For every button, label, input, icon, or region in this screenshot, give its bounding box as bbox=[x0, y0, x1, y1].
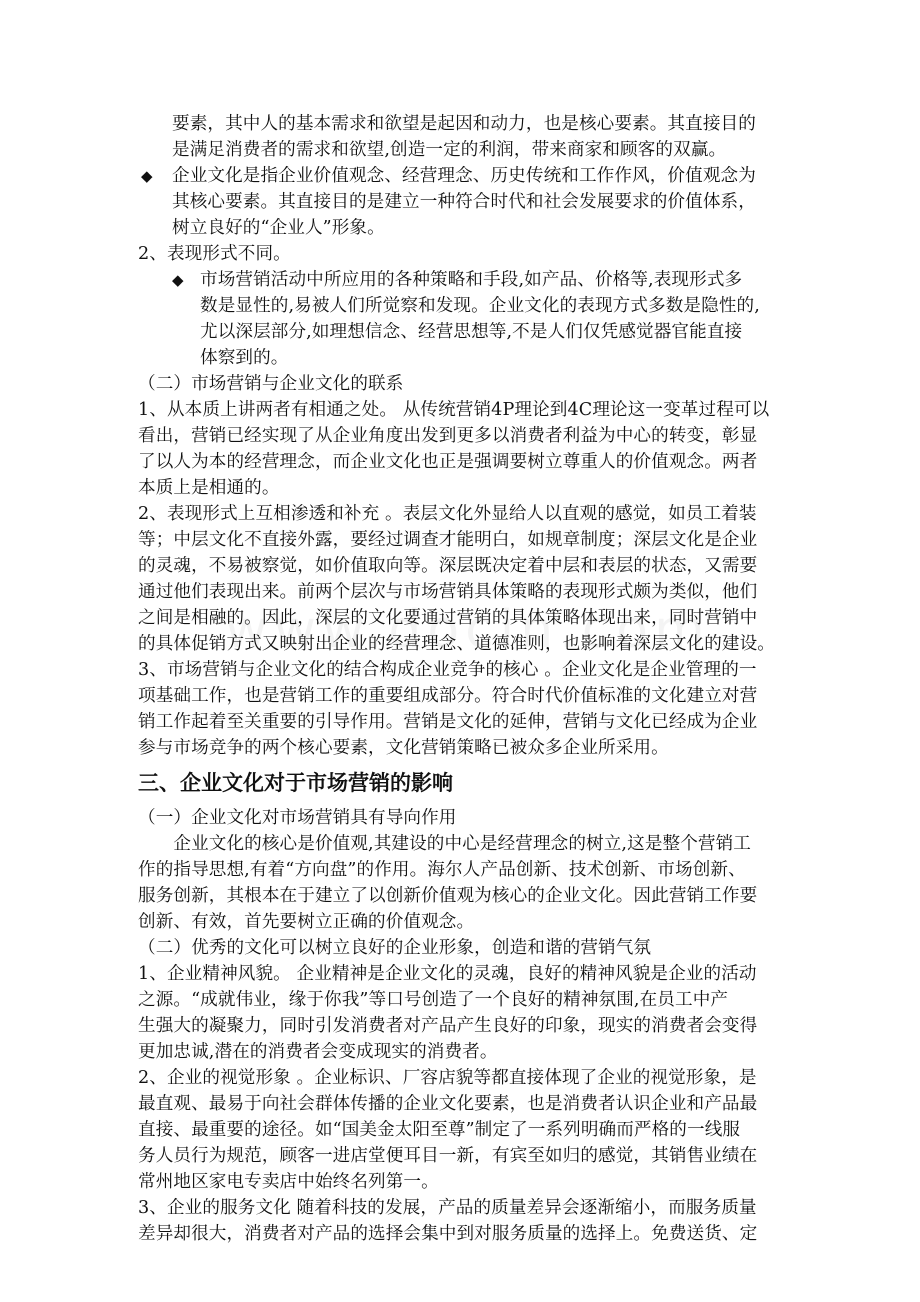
section-title: 三、企业文化对于市场营销的影响 bbox=[138, 771, 453, 795]
paragraph-line: 等；中层文化不直接外露，要经过调查才能明白，如规章制度；深层文化是企业 bbox=[138, 530, 758, 550]
paragraph-line: 市场营销活动中所应用的各种策略和手段,如产品、价格等,表现形式多 bbox=[200, 270, 743, 290]
paragraph-line: 数是显性的,易被人们所觉察和发现。企业文化的表现方式多数是隐性的, bbox=[200, 296, 760, 316]
paragraph-line: 差异却很大，消费者对产品的选择会集中到对服务质量的选择上。免费送货、定 bbox=[138, 1224, 758, 1244]
subsection-heading: （二）优秀的文化可以树立良好的企业形象，创造和谐的营销气氛 bbox=[138, 938, 652, 958]
paragraph-line: 销工作起着至关重要的引导作用。营销是文化的延伸，营销与文化已经成为企业 bbox=[138, 712, 758, 732]
paragraph-line: 其核心要素。其直接目的是建立一种符合时代和社会发展要求的价值体系， bbox=[172, 192, 756, 212]
paragraph-line: 直接、最重要的途径。如“国美金太阳至尊”制定了一系列明确而严格的一线服 bbox=[138, 1120, 741, 1140]
paragraph-line: 2、企业的视觉形象 。企业标识、厂容店貌等都直接体现了企业的视觉形象，是 bbox=[138, 1068, 757, 1088]
paragraph-line: 是满足消费者的需求和欲望,创造一定的利润，带来商家和顾客的双赢。 bbox=[172, 140, 727, 160]
paragraph-line: 通过他们表现出来。前两个层次与市场营销具体策略的表现形式颇为类似，他们 bbox=[138, 582, 758, 602]
paragraph-line: 项基础工作，也是营销工作的重要组成部分。符合时代价值标准的文化建立对营 bbox=[138, 686, 758, 706]
item-heading: 2、表现形式不同。 bbox=[138, 244, 291, 264]
paragraph-line: 的具体促销方式又映射出企业的经营理念、道德准则，也影响着深层文化的建设。 bbox=[138, 634, 775, 654]
paragraph-line: 企业文化是指企业价值观念、经营理念、历史传统和工作作风，价值观念为 bbox=[172, 166, 756, 186]
subsection-heading: （一）企业文化对市场营销具有导向作用 bbox=[138, 808, 457, 828]
paragraph-line: 树立良好的“企业人”形象。 bbox=[172, 218, 385, 238]
paragraph-line: 务人员行为规范，顾客一进店堂便耳目一新，有宾至如归的感觉，其销售业绩在 bbox=[138, 1146, 758, 1166]
paragraph-line: 创新、有效，首先要树立正确的价值观念。 bbox=[138, 912, 475, 932]
paragraph-line: 企业文化的核心是价值观,其建设的中心是经营理念的树立,这是整个营销工 bbox=[138, 834, 751, 854]
paragraph-line: 看出，营销已经实现了从企业角度出发到更多以消费者利益为中心的转变，彰显 bbox=[138, 426, 758, 446]
paragraph-line: 3、企业的服务文化 随着科技的发展，产品的质量差异会逐渐缩小，而服务质量 bbox=[138, 1198, 757, 1218]
paragraph-line: 本质上是相通的。 bbox=[138, 478, 280, 498]
paragraph-line: 常州地区家电专卖店中始终名列第一。 bbox=[138, 1172, 439, 1192]
paragraph-line: 之源。“成就伟业，缘于你我”等口号创造了一个良好的精神氛围,在员工中产 bbox=[138, 990, 729, 1010]
subsection-heading: （二）市场营销与企业文化的联系 bbox=[138, 374, 404, 394]
paragraph-line: 1、企业精神风貌。 企业精神是企业文化的灵魂，良好的精神风貌是企业的活动 bbox=[138, 964, 757, 984]
paragraph-line: 更加忠诚,潜在的消费者会变成现实的消费者。 bbox=[138, 1042, 498, 1062]
paragraph-line: 了以人为本的经营理念，而企业文化也正是强调要树立尊重人的价值观念。两者 bbox=[138, 452, 758, 472]
paragraph-line: 生强大的凝聚力，同时引发消费者对产品产生良好的印象，现实的消费者会变得 bbox=[138, 1016, 758, 1036]
diamond-bullet-icon: ◆ bbox=[141, 167, 153, 185]
paragraph-line: 尤以深层部分,如理想信念、经营思想等,不是人们仅凭感觉器官能直接 bbox=[200, 322, 743, 342]
paragraph-line: 体察到的。 bbox=[200, 348, 289, 368]
paragraph-line: 1、从本质上讲两者有相通之处。 从传统营销4P理论到4C理论这一变革过程可以 bbox=[138, 400, 770, 420]
paragraph-line: 作的指导思想,有着“方向盘”的作用。海尔人产品创新、技术创新、市场创新、 bbox=[138, 860, 746, 880]
paragraph-line: 服务创新，其根本在于建立了以创新价值观为核心的企业文化。因此营销工作要 bbox=[138, 886, 758, 906]
paragraph-line: 2、表现形式上互相渗透和补充 。表层文化外显给人以直观的感觉，如员工着装 bbox=[138, 504, 757, 524]
paragraph-line: 最直观、最易于向社会群体传播的企业文化要素，也是消费者认识企业和产品最 bbox=[138, 1094, 758, 1114]
paragraph-line: 的灵魂，不易被察觉，如价值取向等。深层既决定着中层和表层的状态，又需要 bbox=[138, 556, 758, 576]
diamond-bullet-icon: ◆ bbox=[172, 271, 184, 289]
paragraph-line: 之间是相融的。因此，深层的文化要通过营销的具体策略体现出来，同时营销中 bbox=[138, 608, 758, 628]
paragraph-line: 3、市场营销与企业文化的结合构成企业竞争的核心 。企业文化是企业管理的一 bbox=[138, 660, 757, 680]
paragraph-line: 要素，其中人的基本需求和欲望是起因和动力，也是核心要素。其直接目的 bbox=[172, 114, 756, 134]
paragraph-line: 参与市场竞争的两个核心要素，文化营销策略已被众多企业所采用。 bbox=[138, 738, 669, 758]
